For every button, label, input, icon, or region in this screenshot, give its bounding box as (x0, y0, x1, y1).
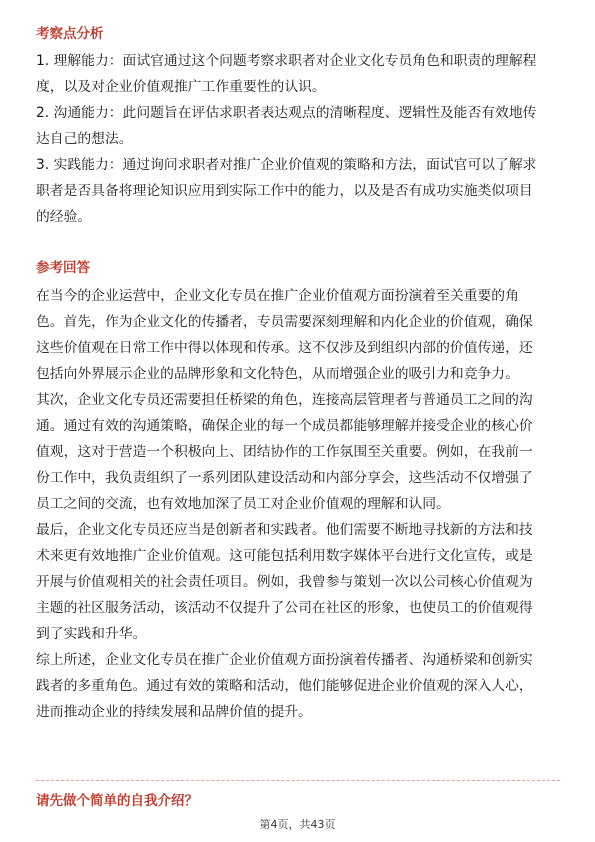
text-line: 员工之间的交流，也有效地加深了员工对企业价值观的理解和认同。 (36, 496, 450, 512)
section-divider (36, 780, 560, 781)
next-question-heading: 请先做个简单的自我介绍？ (36, 793, 198, 809)
text-line: 最后，企业文化专员还应当是创新者和实践者。他们需要不断地寻找新的方法和技 (36, 522, 533, 538)
text-line: 1. 理解能力：面试官通过这个问题考察求职者对企业文化专员角色和职责的理解程 (36, 53, 537, 69)
text-line: 3. 实践能力：通过询问求职者对推广企业价值观的策略和方法，面试官可以了解求 (36, 157, 537, 173)
page-number: 第4页，共43页 (259, 818, 336, 831)
text-line: 这些价值观在日常工作中得以体现和传承。这不仅涉及到组织内部的价值传递，还 (36, 340, 533, 356)
text-line: 其次，企业文化专员还需要担任桥梁的角色，连接高层管理者与普通员工之间的沟 (36, 392, 533, 408)
text-line: 综上所述，企业文化专员在推广企业价值观方面扮演着传播者、沟通桥梁和创新实 (36, 652, 533, 668)
text-line: 在当今的企业运营中，企业文化专员在推广企业价值观方面扮演着至关重要的角 (36, 288, 519, 304)
text-line: 2. 沟通能力：此问题旨在评估求职者表达观点的清晰程度、逻辑性及能否有效地传 (36, 105, 537, 121)
text-line: 色。首先，作为企业文化的传播者，专员需要深刻理解和内化企业的价值观，确保 (36, 314, 533, 330)
section-heading-analysis: 考察点分析 (36, 26, 104, 42)
text-line: 的经验。 (36, 209, 92, 225)
text-line: 达自己的想法。 (36, 131, 133, 147)
text-line: 践者的多重角色。通过有效的策略和活动，他们能够促进企业价值观的深入人心， (36, 678, 533, 694)
analysis-body (36, 48, 560, 230)
text-line: 开展与价值观相关的社会责任项目。例如，我曾参与策划一次以公司核心价值观为 (36, 574, 533, 590)
text-line: 术来更有效地推广企业价值观。这可能包括利用数字媒体平台进行文化宣传，或是 (36, 548, 533, 564)
text-line: 职者是否具备将理论知识应用到实际工作中的能力，以及是否有成功实施类似项目 (36, 183, 533, 199)
text-line: 包括向外界展示企业的品牌形象和文化特色，从而增强企业的吸引力和竞争力。 (36, 366, 519, 382)
text-line: 主题的社区服务活动，该活动不仅提升了公司在社区的形象，也使员工的价值观得 (36, 600, 533, 616)
text-line: 到了实践和升华。 (36, 626, 147, 642)
reference-answer-body (36, 283, 560, 725)
text-line: 通。通过有效的沟通策略，确保企业的每一个成员都能够理解并接受企业的核心价 (36, 418, 533, 434)
text-line: 度，以及对企业价值观推广工作重要性的认识。 (36, 79, 326, 95)
text-line: 份工作中，我负责组织了一系列团队建设活动和内部分享会，这些活动不仅增强了 (36, 470, 533, 486)
text-line: 进而推动企业的持续发展和品牌价值的提升。 (36, 704, 312, 720)
text-line: 值观，这对于营造一个积极向上、团结协作的工作氛围至关重要。例如，在我前一 (36, 444, 533, 460)
section-heading-reference-answer: 参考回答 (36, 260, 90, 276)
